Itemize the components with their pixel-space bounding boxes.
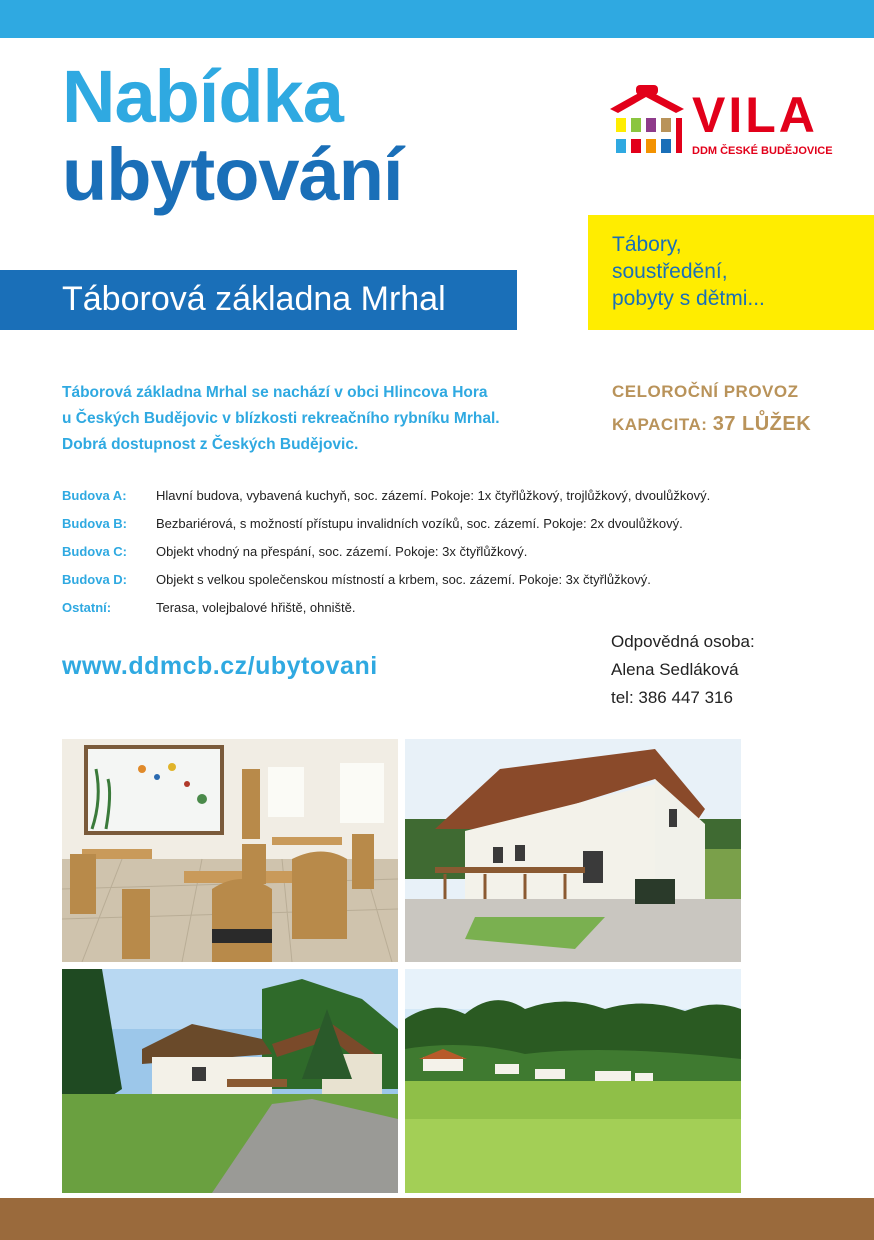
logo-subtitle: DDM ČESKÉ BUDĚJOVICE: [692, 145, 833, 157]
house-icon: [608, 85, 688, 161]
building-label: Budova A:: [62, 488, 127, 503]
subtitle: Táborová základna Mrhal: [62, 280, 446, 318]
photo-main-building: [405, 739, 741, 962]
intro-line: u Českých Budějovic v blízkosti rekreačního rybníku Mrhal.: [62, 410, 500, 427]
contact-heading: Odpovědná osoba:: [611, 632, 755, 651]
photo-meadow: [405, 969, 741, 1193]
building-description: Terasa, volejbalové hřiště, ohniště.: [156, 600, 356, 615]
photo-dining-room: [62, 739, 398, 962]
subtitle-band: [0, 270, 517, 330]
building-label: Budova D:: [62, 572, 127, 587]
tagline-line: pobyty s dětmi...: [612, 287, 765, 310]
contact-phone: tel: 386 447 316: [611, 688, 733, 707]
list-item: [62, 544, 822, 572]
tagline-line: Tábory,: [612, 233, 682, 256]
capacity-value: 37 LŮŽEK: [712, 413, 812, 435]
list-item: [62, 516, 822, 544]
page-title-line1: Nabídka: [62, 55, 343, 138]
vila-logo: [608, 85, 848, 165]
page-title-line2: ubytování: [62, 133, 403, 216]
top-color-bar: [0, 0, 874, 38]
list-item: [62, 488, 822, 516]
photo-buildings-path: [62, 969, 398, 1193]
building-label: Budova C:: [62, 544, 127, 559]
tagline-line: soustředění,: [612, 260, 728, 283]
list-item: [62, 572, 822, 600]
tagline-box: [588, 215, 874, 330]
building-description: Objekt s velkou společenskou místností a krbem, soc. zázemí. Pokoje: 3x čtyřlůžkový.: [156, 572, 651, 587]
facts-block: [612, 381, 811, 436]
intro-line: Dobrá dostupnost z Českých Budějovic.: [62, 436, 359, 453]
buildings-list: [62, 488, 822, 628]
bottom-color-bar: [0, 1198, 874, 1240]
building-description: Hlavní budova, vybavená kuchyň, soc. zázemí. Pokoje: 1x čtyřlůžkový, trojlůžkový, dvoulůžkový.: [156, 488, 711, 503]
building-label: Budova B:: [62, 516, 127, 531]
capacity-label: KAPACITA:: [612, 415, 708, 434]
building-label: Ostatní:: [62, 600, 112, 615]
capacity-text: [612, 413, 811, 436]
list-item: [62, 600, 822, 628]
intro-line: Táborová základna Mrhal se nachází v obci Hlincova Hora: [62, 384, 488, 401]
contact-block: [611, 628, 755, 712]
website-link[interactable]: www.ddmcb.cz/ubytovani: [62, 652, 378, 680]
building-description: Objekt vhodný na přespání, soc. zázemí. Pokoje: 3x čtyřlůžkový.: [156, 544, 528, 559]
page-title: [62, 55, 403, 216]
logo-wordmark: VILA: [692, 87, 818, 143]
intro-paragraph: [62, 380, 542, 458]
building-description: Bezbariérová, s možností přístupu invalidních vozíků, soc. zázemí. Pokoje: 2x dvoulůžkový.: [156, 516, 683, 531]
contact-name: Alena Sedláková: [611, 660, 739, 679]
operation-text: CELOROČNÍ PROVOZ: [612, 382, 799, 401]
